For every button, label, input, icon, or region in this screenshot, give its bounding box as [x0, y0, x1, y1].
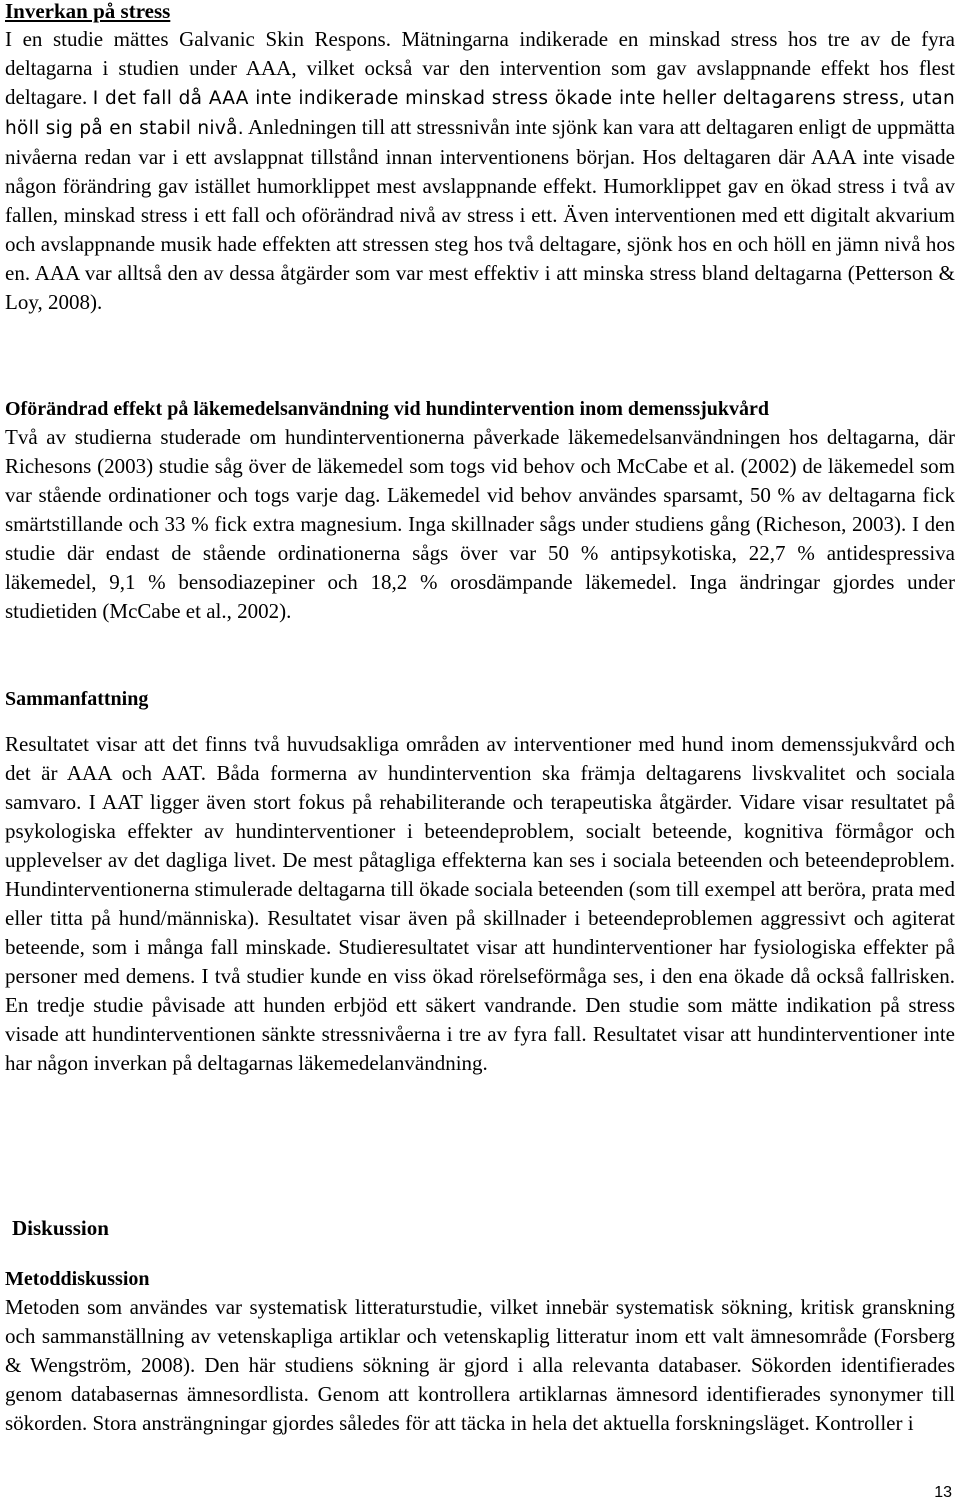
paragraph-inverkan-part3: Anledningen till att stressnivån inte sjönk kan vara att deltagaren enligt de uppmätta nivåerna redan var i ett avslappnat tillstånd innan interventionens början. [5, 115, 955, 169]
paragraph-inverkan-part2: I det fall då AAA inte indikerade minskad stress ökade inte heller deltagarens stress, utan höll sig på en stabil nivå. [5, 88, 956, 139]
paragraph-inverkan-part4: Hos deltagaren där AAA inte visade någon förändring gav istället humorklippet mest avslappnande effekt. [5, 145, 955, 198]
heading-metoddiskussion: Metoddiskussion [5, 1268, 150, 1290]
paragraph-inverkan-pa-stress [5, 25, 955, 317]
heading-oforandrad-effekt: Oförändrad effekt på läkemedelsanvändning vid hundintervention inom demenssjukvård [5, 398, 770, 420]
paragraph-metoddiskussion: Metoden som användes var systematisk litteraturstudie, vilket innebär systematisk sökning, kritisk granskning och sammanställning av vetenskapliga artiklar och vetenskaplig litteratur inom ett valt ämnesområde (Forsberg & Wengström, 2008). Den här studiens sökning är gjord i alla relevanta databaser. Sökorden identifierades genom databasernas ämnesordlista. Genom att kontrollera artiklarnas ämnesord identifierades synonymer till sökorden. Stora ansträngningar gjordes således för att täcka in hela det aktuella forskningsläget. Kontroller i [5, 1295, 955, 1435]
heading-sammanfattning: Sammanfattning [5, 688, 149, 710]
paragraph-oforandrad-effekt: Två av studierna studerade om hundinterventionerna påverkade läkemedelsanvändningen hos deltagarna, där Richesons (2003) studie såg över de läkemedel som togs vid behov och McCabe et al. (2002) de läkemedel som var stående ordinationer och togs varje dag. Läkemedel vid behov användes sparsamt, 50 % av deltagarna fick smärtstillande och 33 % fick extra magnesium. Inga skillnader sågs under studiens gång (Richeson, 2003). I den studie där endast de stående ordinationerna sågs över var 50 % antipsykotiska, 22,7 % antidespressiva läkemedel, 9,1 % bensodiazepiner och 18,2 % orosdämpande läkemedel. Inga ändringar gjordes under studietiden (McCabe et al., 2002). [5, 425, 955, 623]
heading-diskussion: Diskussion [12, 1216, 109, 1240]
paragraph-sammanfattning: Resultatet visar att det finns två huvudsakliga områden av interventioner med hund inom demenssjukvård och det är AAA och AAT. Båda formerna av hundintervention ska främja deltagarens livskvalitet och sociala samvaro. I AAT ligger även stort fokus på rehabiliterande och terapeutiska åtgärder. Vidare visar resultatet på psykologiska effekter av hundinterventioner i beteendeproblem, socialt beteende, kognitiva förmågor och upplevelser av det dagliga livet. De mest påtagliga effekterna kan ses i sociala beteenden och beteendeproblem. Hundinterventionerna stimulerade deltagarna till ökade sociala beteenden (som till exempel att beröra, prata med eller titta på hund/människa). Resultatet visar även på skillnader i beteendeproblemen aggressivt och agiterat beteende, som i många fall minskade. Studieresultatet visar att hundinterventioner har fysiologiska effekter på personer med demens. I två studier kunde en viss ökad rörelseförmåga ses, i den ena ökade då också fallrisken. En tredje studie påvisade att hunden erbjöd ett säkert vandrande. Den studie som mätte indikation på stress visade att hundinterventionen sänkte stressnivåerna i tre av fyra fall. Resultatet visar att hundinterventioner inte har någon inverkan på deltagarnas läkemedelanvändning. [5, 732, 955, 1075]
heading-inverkan-pa-stress: Inverkan på stress [5, 0, 171, 23]
page-number: 13 [934, 1484, 952, 1501]
paragraph-inverkan-part5: Humorklippet gav en ökad stress i två av fallen, minskad stress i ett fall och oförändrad nivå av stress i ett. [5, 174, 955, 227]
paragraph-inverkan-part6: Även interventionen med ett digitalt akvarium och avslappnande musik hade effekten att stressen steg hos två deltagare, sjönk hos en och höll en jämn nivå hos en. AAA var alltså den av dessa åtgärder som var mest effektiv i att minska stress bland deltagarna (Petterson & Loy, 2008). [5, 203, 955, 314]
paragraph-inverkan-part1: I en studie mättes Galvanic Skin Respons. Mätningarna indikerade en minskad stress hos tre av de fyra deltagarna i studien under AAA, vilket också var den intervention som gav avslappnande effekt hos flest deltagare. [5, 27, 955, 109]
